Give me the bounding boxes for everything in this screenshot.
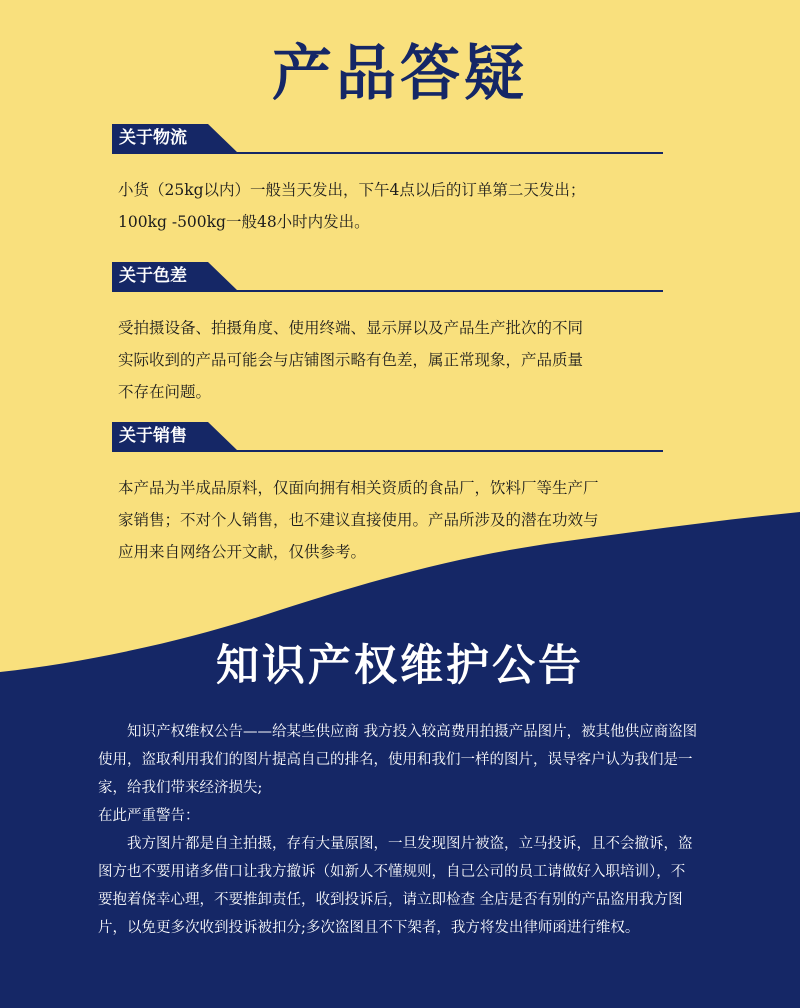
section-body	[112, 312, 664, 408]
section-color-difference	[112, 262, 664, 408]
section-heading: 关于物流	[119, 128, 187, 148]
section-heading: 关于色差	[119, 266, 187, 286]
ip-notice-title: 知识产权维护公告	[216, 641, 584, 691]
section-heading: 关于销售	[119, 426, 187, 446]
section-logistics	[112, 124, 664, 238]
body-line: 小货（25kg以内）一般当天发出，下午4点以后的订单第二天发出；	[118, 181, 586, 199]
section-header	[112, 262, 664, 294]
body-line: 应用来自网络公开文献，仅供参考。	[118, 543, 367, 561]
section-divider	[112, 450, 663, 452]
body-line: 不存在问题。	[118, 383, 212, 401]
ip-paragraph: 知识产权维权公告——给某些供应商 我方投入较高费用拍摄产品图片，被其他供应商盗图使用，盗取利用我们的图片提高自己的排名，使用和我们一样的图片，误导客户认为我们是一家，给我们带来经济损失;	[98, 724, 698, 796]
section-header	[112, 124, 664, 156]
body-line: 本产品为半成品原料，仅面向拥有相关资质的食品厂，饮料厂等生产厂	[118, 479, 599, 497]
body-line: 100kg -500kg一般48小时内发出。	[118, 213, 370, 231]
ip-paragraph: 我方图片都是自主拍摄，存有大量原图，一旦发现图片被盗，立马投诉，且不会撤诉，盗图方也不要用诸多借口让我方撤诉（如新人不懂规则，自己公司的员工请做好入职培训），不要抱着侥幸心理，不要推卸责任，收到投诉后，请立即检查 全店是否有别的产品盗用我方图片，以免更多次收到投诉被扣分;多次盗图且不下架者，我方将发出律师函进行维权。	[98, 836, 693, 936]
ip-warning-label: 在此严重警告：	[98, 808, 200, 824]
section-body	[112, 174, 664, 238]
body-line: 受拍摄设备、拍摄角度、使用终端、显示屏以及产品生产批次的不同	[118, 319, 584, 337]
body-line: 家销售；不对个人销售，也不建议直接使用。产品所涉及的潜在功效与	[118, 511, 599, 529]
ip-notice-body	[98, 718, 698, 942]
page-title: 产品答疑	[272, 39, 528, 109]
section-sales	[112, 422, 664, 568]
section-header	[112, 422, 664, 454]
section-divider	[112, 290, 663, 292]
section-divider	[112, 152, 663, 154]
body-line: 实际收到的产品可能会与店铺图示略有色差，属正常现象，产品质量	[118, 351, 584, 369]
section-body	[112, 472, 664, 568]
